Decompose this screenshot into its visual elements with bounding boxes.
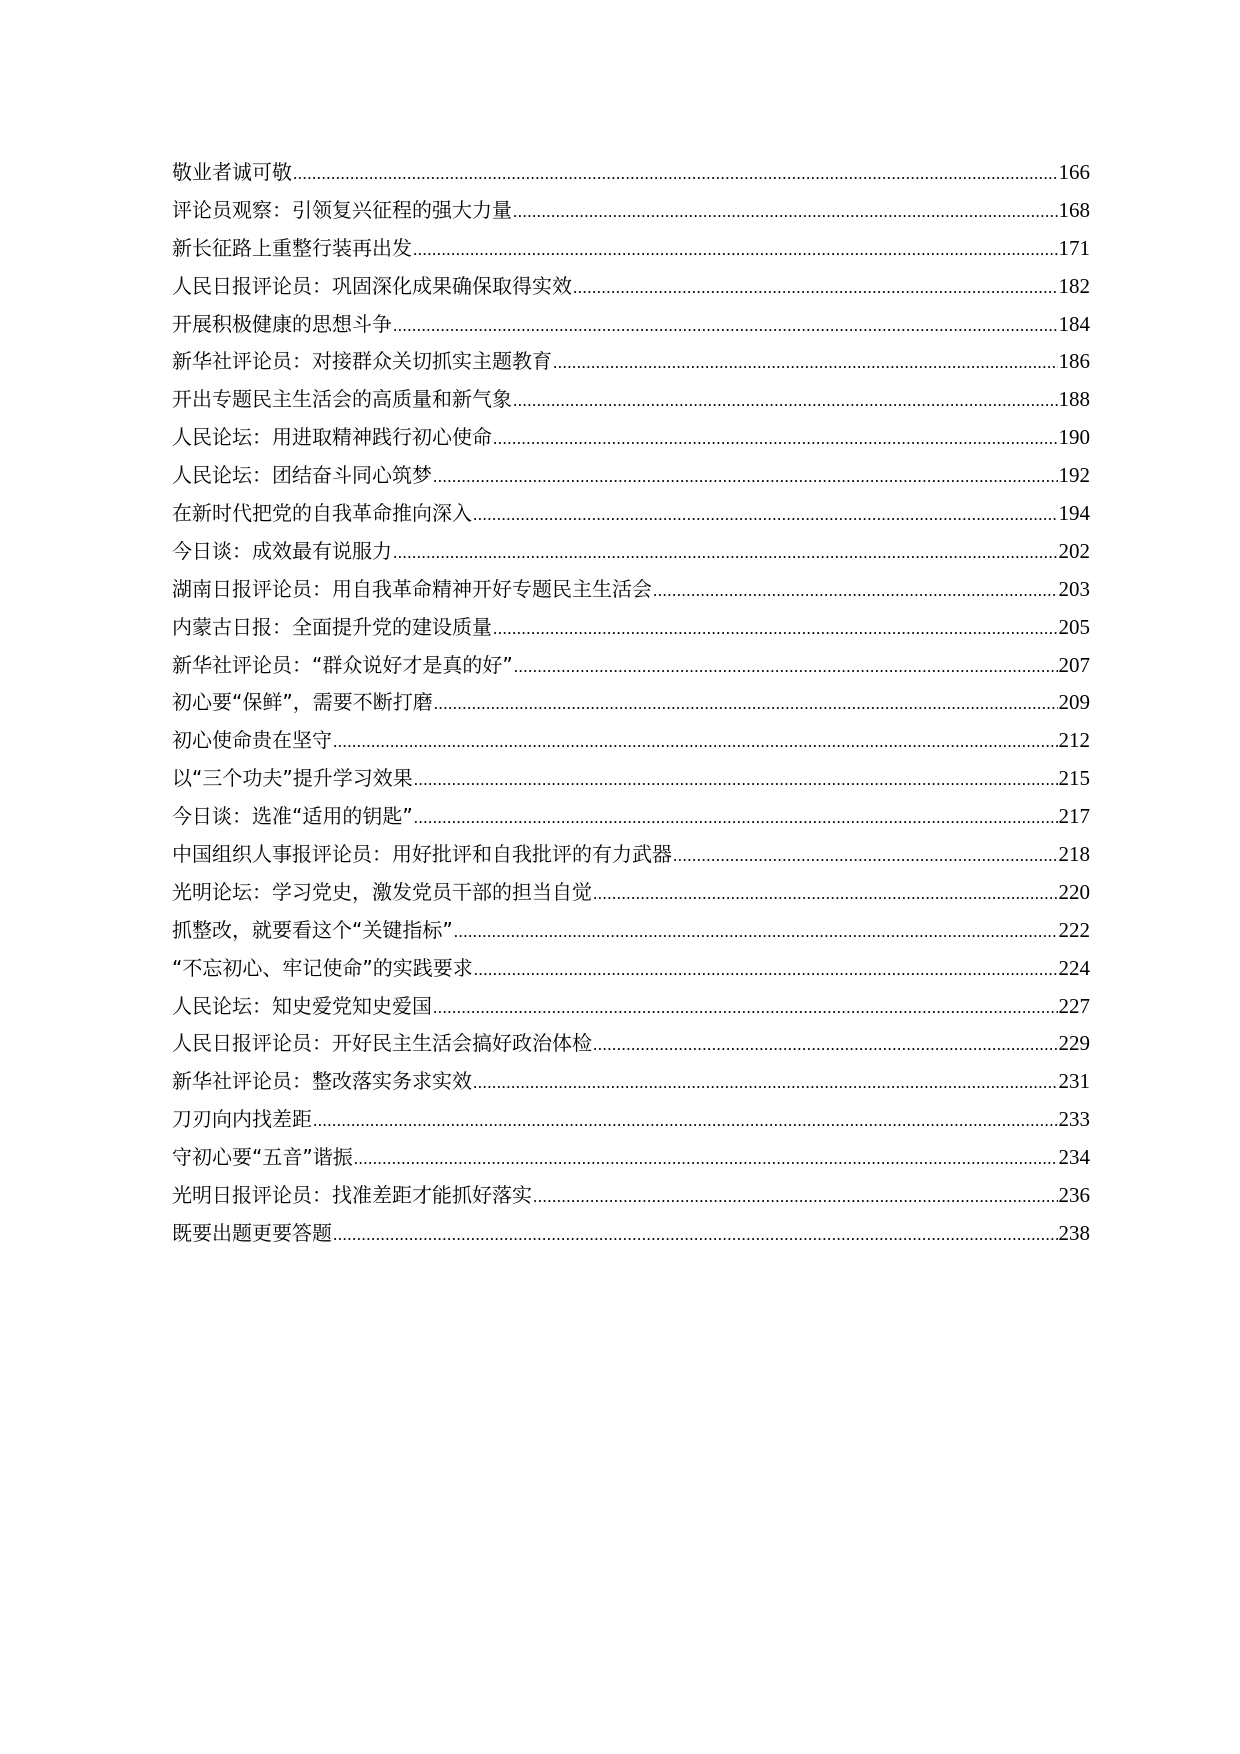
toc-entry[interactable]: [172, 1025, 1090, 1063]
toc-entry-title: 在新时代把党的自我革命推向深入: [172, 501, 472, 526]
toc-entry-page-number: 218: [1058, 842, 1090, 867]
toc-entry[interactable]: [172, 192, 1090, 230]
toc-entry[interactable]: [172, 154, 1090, 192]
toc-entry-title: 开出专题民主生活会的高质量和新气象: [172, 387, 512, 412]
toc-entry-page-number: 207: [1058, 652, 1090, 677]
toc-entry-title: 人民论坛：用进取精神践行初心使命: [172, 425, 492, 450]
toc-entry-title: 人民日报评论员：巩固深化成果确保取得实效: [172, 273, 572, 298]
toc-dot-leader: [454, 913, 1058, 951]
toc-entry[interactable]: [172, 457, 1090, 495]
toc-entry[interactable]: [172, 495, 1090, 533]
toc-dot-leader: [413, 231, 1058, 269]
toc-entry-page-number: 215: [1058, 766, 1090, 791]
toc-entry-page-number: 209: [1058, 690, 1090, 715]
toc-entry[interactable]: [172, 722, 1090, 760]
toc-entry-title: 人民论坛：团结奋斗同心筑梦: [172, 463, 432, 488]
toc-entry-page-number: 182: [1058, 273, 1090, 298]
toc-entry-title: 开展积极健康的思想斗争: [172, 311, 392, 336]
toc-entry-title: 以“三个功夫”提升学习效果: [172, 766, 413, 791]
toc-entry-page-number: 217: [1058, 804, 1090, 829]
toc-entry[interactable]: [172, 230, 1090, 268]
toc-entry-title: “不忘初心、牢记使命”的实践要求: [172, 955, 473, 980]
toc-entry-page-number: 186: [1058, 349, 1090, 374]
toc-dot-leader: [474, 951, 1058, 989]
toc-dot-leader: [333, 1216, 1058, 1254]
toc-dot-leader: [673, 837, 1058, 875]
toc-entry-title: 初心要“保鲜”，需要不断打磨: [172, 690, 433, 715]
toc-entry-page-number: 192: [1058, 463, 1090, 488]
toc-entry-page-number: 202: [1058, 538, 1090, 563]
toc-entry[interactable]: [172, 912, 1090, 950]
toc-dot-leader: [414, 799, 1058, 837]
toc-entry-page-number: 203: [1058, 576, 1090, 601]
toc-entry-title: 光明论坛：学习党史，激发党员干部的担当自觉: [172, 879, 592, 904]
toc-dot-leader: [433, 989, 1058, 1027]
toc-dot-leader: [313, 1102, 1058, 1140]
toc-entry[interactable]: [172, 609, 1090, 647]
toc-entry-page-number: 222: [1058, 917, 1090, 942]
toc-entry-page-number: 234: [1058, 1145, 1090, 1170]
toc-dot-leader: [513, 193, 1058, 231]
toc-dot-leader: [593, 1026, 1058, 1064]
toc-entry[interactable]: [172, 533, 1090, 571]
toc-entry[interactable]: [172, 950, 1090, 988]
toc-dot-leader: [473, 1064, 1058, 1102]
toc-dot-leader: [333, 723, 1058, 761]
toc-entry[interactable]: [172, 571, 1090, 609]
toc-entry[interactable]: [172, 1063, 1090, 1101]
toc-entry-title: 守初心要“五音”谐振: [172, 1145, 353, 1170]
toc-entry[interactable]: [172, 419, 1090, 457]
toc-entry-page-number: 205: [1058, 614, 1090, 639]
toc-entry-title: 内蒙古日报：全面提升党的建设质量: [172, 614, 492, 639]
toc-entry[interactable]: [172, 874, 1090, 912]
toc-entry-title: 新华社评论员：“群众说好才是真的好”: [172, 652, 513, 677]
toc-entry[interactable]: [172, 836, 1090, 874]
toc-entry[interactable]: [172, 760, 1090, 798]
toc-dot-leader: [514, 648, 1058, 686]
toc-entry-page-number: 233: [1058, 1107, 1090, 1132]
toc-entry-page-number: 227: [1058, 993, 1090, 1018]
toc-entry-title: 今日谈：成效最有说服力: [172, 538, 392, 563]
toc-entry-title: 光明日报评论员：找准差距才能抓好落实: [172, 1183, 532, 1208]
toc-entry-page-number: 231: [1058, 1069, 1090, 1094]
toc-entry-title: 初心使命贵在坚守: [172, 728, 332, 753]
toc-dot-leader: [393, 534, 1058, 572]
toc-dot-leader: [354, 1140, 1058, 1178]
toc-dot-leader: [393, 307, 1058, 345]
toc-entry-page-number: 194: [1058, 501, 1090, 526]
toc-entry-title: 新长征路上重整行装再出发: [172, 235, 412, 260]
toc-entry[interactable]: [172, 684, 1090, 722]
toc-dot-leader: [473, 496, 1058, 534]
toc-entry-title: 既要出题更要答题: [172, 1220, 332, 1245]
toc-entry-page-number: 188: [1058, 387, 1090, 412]
toc-entry-title: 新华社评论员：对接群众关切抓实主题教育: [172, 349, 552, 374]
toc-entry-title: 敬业者诚可敬: [172, 160, 292, 184]
toc-dot-leader: [293, 155, 1058, 193]
toc-entry-title: 人民日报评论员：开好民主生活会搞好政治体检: [172, 1031, 592, 1056]
toc-entry-page-number: 168: [1058, 197, 1090, 222]
toc-entry[interactable]: [172, 306, 1090, 344]
toc-entry[interactable]: [172, 1139, 1090, 1177]
toc-dot-leader: [433, 458, 1058, 496]
toc-entry[interactable]: [172, 343, 1090, 381]
toc-dot-leader: [553, 344, 1058, 382]
toc-entry[interactable]: [172, 1101, 1090, 1139]
toc-entry-page-number: 220: [1058, 879, 1090, 904]
toc-entry-title: 刀刃向内找差距: [172, 1107, 312, 1132]
toc-entry[interactable]: [172, 647, 1090, 685]
toc-entry-title: 新华社评论员：整改落实务求实效: [172, 1069, 472, 1094]
toc-entry[interactable]: [172, 798, 1090, 836]
toc-entry[interactable]: [172, 988, 1090, 1026]
toc-entry-page-number: 236: [1058, 1183, 1090, 1208]
toc-dot-leader: [434, 685, 1058, 723]
toc-entry[interactable]: [172, 381, 1090, 419]
toc-entry[interactable]: [172, 268, 1090, 306]
toc-dot-leader: [493, 420, 1058, 458]
toc-entry-page-number: 166: [1058, 160, 1090, 184]
toc-dot-leader: [593, 875, 1058, 913]
toc-dot-leader: [513, 382, 1058, 420]
toc-entry-title: 湖南日报评论员：用自我革命精神开好专题民主生活会: [172, 576, 652, 601]
toc-entry-page-number: 229: [1058, 1031, 1090, 1056]
toc-entry-page-number: 212: [1058, 728, 1090, 753]
toc-dot-leader: [493, 610, 1058, 648]
toc-entry[interactable]: [172, 1215, 1090, 1253]
toc-entry-title: 抓整改，就要看这个“关键指标”: [172, 917, 453, 942]
toc-entry-title: 今日谈：选准“适用的钥匙”: [172, 804, 413, 829]
toc-dot-leader: [533, 1178, 1058, 1216]
toc-entry-title: 人民论坛：知史爱党知史爱国: [172, 993, 432, 1018]
toc-dot-leader: [414, 761, 1058, 799]
toc-entry-page-number: 171: [1058, 235, 1090, 260]
toc-entry-title: 中国组织人事报评论员：用好批评和自我批评的有力武器: [172, 842, 672, 867]
toc-entry-title: 评论员观察：引领复兴征程的强大力量: [172, 197, 512, 222]
toc-dot-leader: [653, 572, 1058, 610]
toc-entry-page-number: 238: [1058, 1220, 1090, 1245]
toc-dot-leader: [573, 269, 1058, 307]
toc-entry[interactable]: [172, 1177, 1090, 1215]
toc-entry-page-number: 190: [1058, 425, 1090, 450]
toc-entry-page-number: 184: [1058, 311, 1090, 336]
toc-entry-page-number: 224: [1058, 955, 1090, 980]
table-of-contents: [172, 154, 1090, 1253]
